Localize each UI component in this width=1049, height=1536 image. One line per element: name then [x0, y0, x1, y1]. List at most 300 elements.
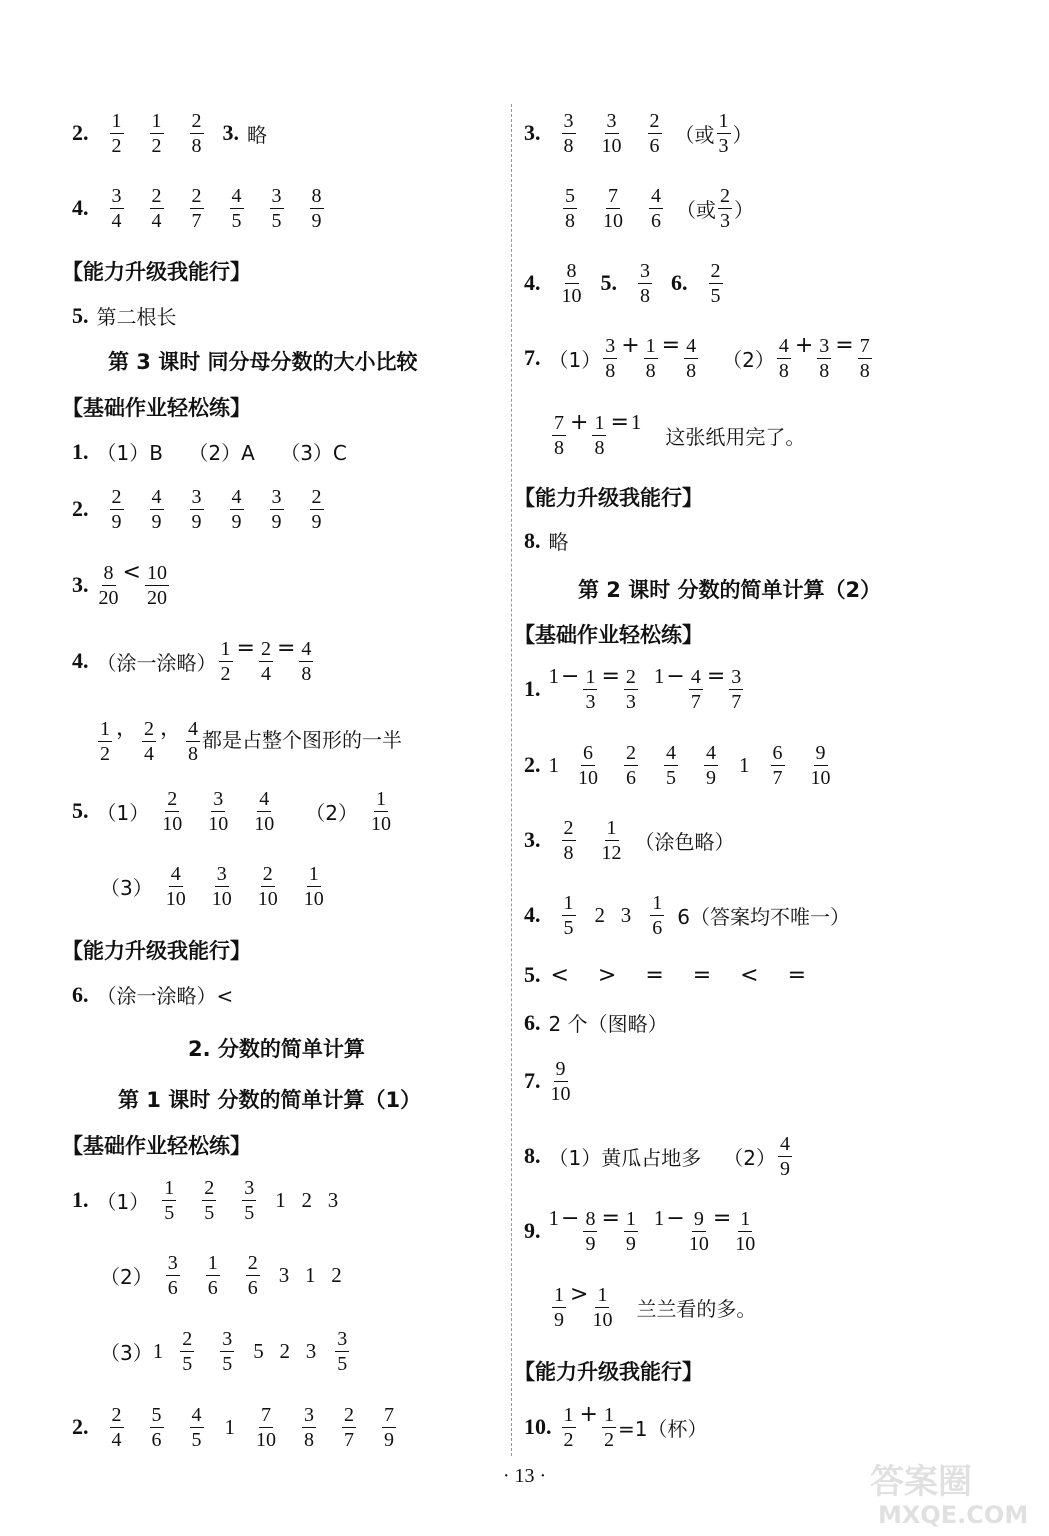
- fraction: [552, 411, 566, 460]
- denominator: 6: [652, 917, 663, 939]
- denominator: 10: [165, 888, 186, 910]
- fraction: [778, 1132, 792, 1181]
- answer-line-4b: 4. （涂一涂略） $\frac{1}{2}$ = $\frac{2}{4}$ = $\frac{4}{8}$: [72, 636, 315, 686]
- fraction-group: [153, 1250, 273, 1300]
- fraction: [583, 665, 597, 714]
- numerator: 1: [100, 718, 110, 740]
- operator: −: [666, 664, 685, 689]
- answer-line-r5: 5. < > = = < =: [524, 962, 808, 988]
- denominator: 9: [231, 511, 242, 533]
- denominator: 4: [111, 210, 122, 232]
- fraction-group: [149, 1175, 269, 1225]
- fraction: [310, 485, 324, 534]
- answer-line-5c: （3） $\frac{4}{10}$ $\frac{3}{10}$ $\frac{2}{10}$ $\frac{1}{10}$: [100, 861, 337, 911]
- fraction: [624, 741, 638, 790]
- denominator: 5: [222, 1353, 233, 1375]
- fraction: [551, 1057, 571, 1106]
- answer-line-r7c: 7. $\frac{9}{10}$: [524, 1058, 571, 1105]
- numerator: 2: [710, 260, 721, 282]
- fraction: [219, 637, 233, 686]
- operator: +: [570, 410, 589, 435]
- fraction-group: [243, 1402, 409, 1452]
- denominator: 5: [710, 285, 721, 307]
- denominator: 8: [645, 360, 656, 382]
- operator: >: [570, 1282, 589, 1307]
- denominator: 8: [778, 360, 789, 382]
- denominator: 10: [603, 210, 623, 232]
- numerator: 3: [640, 260, 650, 282]
- numerator: 1: [375, 788, 386, 810]
- fraction: [735, 1207, 755, 1256]
- denominator: 10: [810, 767, 831, 789]
- fraction: [578, 741, 598, 790]
- denominator: 5: [563, 917, 574, 939]
- denominator: 8: [301, 663, 312, 685]
- operator: ，: [116, 716, 139, 741]
- numerator: 4: [706, 742, 716, 764]
- denominator: 8: [191, 135, 202, 157]
- fraction: [777, 334, 791, 383]
- fraction: [549, 1056, 573, 1106]
- numerator: 1: [603, 1404, 614, 1426]
- denominator: 9: [311, 511, 322, 533]
- fraction: [602, 816, 622, 865]
- fraction: [583, 1207, 597, 1256]
- denominator: 8: [554, 437, 564, 459]
- denominator: 8: [188, 743, 199, 765]
- fraction: [190, 485, 204, 534]
- answer-line-6: 6. （涂一涂略）<: [72, 981, 234, 1008]
- equation: [775, 333, 874, 383]
- denominator: 10: [370, 813, 391, 835]
- fraction: [270, 184, 284, 233]
- denominator: 8: [859, 360, 870, 382]
- numerator: 4: [191, 1404, 202, 1426]
- fraction: [145, 561, 169, 610]
- watermark-logo: [860, 1455, 1040, 1530]
- fraction-group: [549, 108, 675, 158]
- fraction: [258, 862, 278, 911]
- answer-line-r10: 10. $\frac{1}{2}$ + $\frac{1}{2}$ =1（杯）: [524, 1402, 708, 1451]
- numerator: 4: [690, 666, 701, 688]
- fraction: [717, 109, 731, 158]
- operator: +: [579, 1402, 598, 1427]
- denominator: 8: [594, 437, 605, 459]
- fraction: [270, 485, 284, 534]
- numerator: 9: [693, 1208, 704, 1230]
- fraction: [202, 1176, 216, 1225]
- numerator: 8: [566, 260, 577, 282]
- numerator: 1: [207, 1252, 218, 1274]
- operator: =: [601, 664, 620, 689]
- fraction: [99, 561, 119, 610]
- fraction: [602, 1403, 616, 1452]
- denominator: 2: [100, 743, 110, 765]
- denominator: 5: [204, 1202, 215, 1224]
- fraction: [729, 665, 743, 714]
- numerator: 1: [164, 1177, 175, 1199]
- denominator: 2: [563, 1429, 574, 1451]
- answer-line-5b: 5. （1） $\frac{2}{10}$ $\frac{3}{10}$ $\frac{4}{10}$ （2） $\frac{1}{10}$: [72, 786, 404, 836]
- numerator: 8: [103, 562, 114, 584]
- denominator: 7: [772, 767, 783, 789]
- numerator: 3: [222, 1328, 233, 1350]
- section-header: 【基础作业轻松练】: [514, 623, 703, 647]
- operator: <: [122, 560, 141, 585]
- operator: 1: [653, 664, 665, 688]
- fraction: [110, 109, 124, 158]
- denominator: 8: [563, 842, 574, 864]
- fraction-group: [153, 861, 337, 911]
- fraction-group: [565, 740, 731, 790]
- numerator: 1: [554, 1284, 564, 1306]
- fraction: [142, 717, 156, 766]
- fraction: [342, 1403, 356, 1452]
- answer-line-r9: 9. 1− $\frac{8}{9}$ = $\frac{1}{9}$ 1− $\frac{9}{10}$ = $\frac{1}{10}$: [524, 1206, 756, 1255]
- denominator: 5: [271, 210, 282, 232]
- numerator: 3: [731, 666, 742, 688]
- denominator: 7: [690, 691, 701, 713]
- numerator: 1: [718, 110, 729, 132]
- chapter-title: 2. 分数的简单计算: [188, 1037, 365, 1061]
- numerator: 6: [583, 742, 593, 764]
- denominator: 10: [256, 1429, 276, 1451]
- denominator: 9: [311, 210, 322, 232]
- denominator: 20: [98, 587, 119, 609]
- comparison: [550, 1282, 614, 1332]
- numerator: 6: [772, 742, 783, 764]
- fraction: [150, 184, 164, 233]
- operator: 1: [548, 1206, 559, 1230]
- denominator: 8: [819, 360, 830, 382]
- watermark-text-top: 答案圈: [870, 1462, 972, 1502]
- numerator: 1: [594, 412, 605, 434]
- operator: ，: [160, 716, 183, 741]
- fraction: [150, 1403, 164, 1452]
- denominator: 5: [244, 1202, 255, 1224]
- equation: [601, 333, 700, 383]
- operator: =: [610, 410, 629, 435]
- operator: 1: [630, 410, 642, 434]
- fraction: [220, 1327, 234, 1376]
- numerator: 2: [144, 718, 155, 740]
- denominator: 10: [303, 888, 324, 910]
- numerator: 7: [384, 1404, 394, 1426]
- section-header: 【能力升级我能行】: [62, 939, 251, 963]
- denominator: 10: [208, 813, 229, 835]
- fraction-alt: [716, 183, 734, 233]
- operator: =: [276, 636, 296, 661]
- denominator: 4: [151, 210, 162, 232]
- fraction: [603, 184, 623, 233]
- equation: [550, 410, 641, 460]
- fraction: [208, 787, 228, 836]
- fraction: [180, 1327, 194, 1376]
- numerator: 2: [563, 817, 574, 839]
- numerator: 10: [146, 562, 167, 584]
- numerator: 1: [597, 1284, 608, 1306]
- fraction-group: [358, 786, 404, 836]
- numerator: 1: [220, 638, 231, 660]
- numerator: 2: [344, 1404, 354, 1426]
- fraction-group: [149, 786, 287, 836]
- numerator: 8: [585, 1208, 596, 1230]
- fraction: [190, 184, 204, 233]
- fraction: [563, 184, 577, 233]
- denominator: 8: [304, 1429, 314, 1451]
- denominator: 3: [625, 691, 636, 713]
- numerator: 4: [666, 742, 676, 764]
- numerator: 5: [151, 1404, 162, 1426]
- numerator: 4: [231, 185, 242, 207]
- numerator: 2: [625, 666, 636, 688]
- fraction: [256, 1403, 276, 1452]
- denominator: 3: [585, 691, 596, 713]
- denominator: 6: [247, 1277, 258, 1299]
- fraction: [166, 862, 186, 911]
- answer-line-2c: 2. $\frac{2}{4}$ $\frac{5}{6}$ $\frac{4}{5}$ 1 $\frac{7}{10}$ $\frac{3}{8}$ $\frac{2}{7}$ $\frac{7}{9}$: [72, 1402, 409, 1452]
- fraction: [212, 862, 232, 911]
- denominator: 8: [605, 360, 616, 382]
- denominator: 9: [585, 1233, 596, 1255]
- denominator: 10: [601, 135, 622, 157]
- denominator: 2: [111, 135, 122, 157]
- fraction: [254, 787, 274, 836]
- fraction: [664, 741, 678, 790]
- operator: =: [661, 333, 681, 358]
- fraction: [696, 258, 736, 308]
- fraction: [771, 741, 785, 790]
- fraction-group: [322, 1326, 362, 1376]
- operator: +: [621, 333, 640, 358]
- fraction: [649, 184, 663, 233]
- fraction: [689, 665, 703, 714]
- operator: −: [561, 1206, 580, 1231]
- denominator: 3: [718, 135, 729, 157]
- numerator: 9: [555, 1058, 566, 1080]
- denominator: 2: [151, 135, 162, 157]
- fraction-group: [758, 740, 844, 790]
- lesson-title: 第 3 课时 同分母分数的大小比较: [108, 350, 418, 374]
- answer-line-r3c: 3. $\frac{2}{8}$ $\frac{1}{12}$ （涂色略）: [524, 817, 735, 864]
- numerator: 2: [182, 1328, 193, 1350]
- denominator: 7: [731, 691, 742, 713]
- denominator: 3: [720, 210, 730, 232]
- denominator: 10: [254, 813, 275, 835]
- equation: [549, 1206, 758, 1256]
- numerator: 3: [271, 185, 282, 207]
- answer-line-r6: 6. 2 个（图略）: [524, 1009, 668, 1036]
- operator: =: [835, 333, 854, 358]
- answer-line-4-note: $\frac{1}{2}$ ， $\frac{2}{4}$ ， $\frac{4}{8}$ 都是占整个图形的一半: [96, 711, 402, 766]
- numerator: 8: [311, 185, 322, 207]
- fraction: [603, 334, 617, 383]
- numerator: 1: [645, 335, 656, 357]
- answer-line-5: 5. 第二根长: [72, 302, 177, 329]
- numerator: 7: [608, 185, 618, 207]
- numerator: 1: [308, 863, 319, 885]
- numerator: 2: [167, 788, 178, 810]
- fraction: [709, 259, 723, 308]
- answer-line-r4b: 4. $\frac{1}{5}$ 2 3 $\frac{1}{6}$ 6（答案均不唯一）: [524, 892, 850, 939]
- fraction: [162, 787, 182, 836]
- denominator: 6: [626, 767, 636, 789]
- fraction: [299, 637, 313, 686]
- numerator: 5: [565, 185, 575, 207]
- operator: +: [794, 333, 814, 358]
- fraction: [637, 890, 677, 940]
- denominator: 5: [182, 1353, 193, 1375]
- denominator: 9: [151, 511, 162, 533]
- fraction: [562, 816, 576, 865]
- fraction: [562, 891, 576, 940]
- denominator: 9: [779, 1158, 790, 1180]
- numerator: 3: [563, 110, 574, 132]
- numerator: 2: [151, 185, 162, 207]
- numerator: 1: [151, 110, 162, 132]
- denominator: 9: [706, 767, 716, 789]
- denominator: 5: [191, 1429, 202, 1451]
- denominator: 10: [735, 1233, 756, 1255]
- numerator: 1: [563, 1404, 574, 1426]
- numerator: 4: [779, 1133, 790, 1155]
- denominator: 10: [550, 1083, 571, 1105]
- fraction: [246, 1251, 260, 1300]
- fraction: [110, 485, 124, 534]
- fraction: [302, 1403, 316, 1452]
- numerator: 1: [563, 892, 574, 914]
- denominator: 4: [260, 663, 271, 685]
- fraction: [110, 1403, 124, 1452]
- fraction: [335, 1327, 349, 1376]
- answer-line-r8b: 8. （1）黄瓜占地多 （2） $\frac{4}{9}$: [524, 1131, 794, 1181]
- fraction: [592, 1283, 612, 1332]
- numerator: 1: [652, 892, 663, 914]
- numerator: 4: [778, 335, 789, 357]
- fraction-group: [97, 108, 217, 158]
- numerator: 2: [191, 185, 202, 207]
- numerator: 4: [686, 335, 697, 357]
- denominator: 10: [561, 285, 582, 307]
- answer-line-r3: 3. $\frac{3}{8}$ $\frac{3}{10}$ $\frac{2}{6}$ （或 $\frac{1}{3}$ ）: [524, 110, 753, 157]
- fraction: [776, 1131, 794, 1181]
- fraction: [624, 1207, 638, 1256]
- denominator: 12: [601, 842, 622, 864]
- numerator: 3: [111, 185, 122, 207]
- fraction: [304, 862, 324, 911]
- operator: 1: [653, 1206, 665, 1230]
- operator: =: [601, 1206, 620, 1231]
- answer-line-1d: （3） 1 $\frac{2}{5}$ $\frac{3}{5}$ 5 2 3 $\frac{3}{5}$: [100, 1326, 362, 1376]
- numerator: 2: [260, 638, 271, 660]
- section-header: 【能力升级我能行】: [62, 260, 251, 284]
- answer-line-r4: 4. $\frac{8}{10}$ 5. $\frac{3}{8}$ 6. $\frac{2}{5}$: [524, 258, 736, 308]
- lesson-title: 第 1 课时 分数的简单计算（1）: [118, 1088, 422, 1112]
- fraction: [190, 1403, 204, 1452]
- denominator: 8: [686, 360, 697, 382]
- fraction: [689, 1207, 709, 1256]
- answer-line-r2: 2. 1 $\frac{6}{10}$ $\frac{2}{6}$ $\frac{4}{5}$ $\frac{4}{9}$ 1 $\frac{6}{7}$ $\frac{9}{10}$: [524, 740, 844, 790]
- numerator: 3: [213, 788, 224, 810]
- denominator: 9: [384, 1429, 394, 1451]
- answer-line-1b: 1. （1） $\frac{1}{5}$ $\frac{2}{5}$ $\frac{3}{5}$ 1 2 3: [72, 1177, 339, 1224]
- fraction: [382, 1403, 396, 1452]
- fraction: [549, 890, 589, 940]
- numerator: 2: [649, 110, 660, 132]
- fraction: [259, 637, 273, 686]
- denominator: 10: [578, 767, 598, 789]
- fraction: [811, 741, 831, 790]
- denominator: 9: [191, 511, 202, 533]
- fraction-list: [96, 711, 202, 766]
- numerator: 2: [111, 486, 122, 508]
- operator: −: [666, 1206, 685, 1231]
- page-number: · 13 ·: [502, 1465, 547, 1487]
- section-header: 【基础作业轻松练】: [62, 396, 251, 420]
- section-header: 【基础作业轻松练】: [62, 1134, 251, 1158]
- fraction: [562, 109, 576, 158]
- denominator: 7: [344, 1429, 354, 1451]
- numerator: 3: [167, 1252, 178, 1274]
- fraction: [186, 717, 200, 766]
- numerator: 3: [606, 110, 617, 132]
- answer-line-r8: 8. 略: [524, 527, 569, 554]
- numerator: 4: [301, 638, 312, 660]
- answer-line-r7b: $\frac{7}{8}$ + $\frac{1}{8}$ =1 这张纸用完了。: [550, 410, 805, 460]
- denominator: 10: [162, 813, 183, 835]
- denominator: 8: [565, 210, 575, 232]
- fraction: [549, 258, 595, 308]
- answer-line-3: 3. $\frac{8}{20}$ < $\frac{10}{20}$: [72, 560, 171, 610]
- numerator: 4: [188, 718, 199, 740]
- fraction-group: [97, 183, 337, 233]
- equation: [217, 636, 316, 686]
- answer-line-2b: 2. $\frac{2}{9}$ $\frac{4}{9}$ $\frac{3}{9}$ $\frac{4}{9}$ $\frac{3}{9}$ $\frac{2}{9}$: [72, 484, 337, 534]
- numerator: 2: [311, 486, 322, 508]
- answer-line-r3b: $\frac{5}{8}$ $\frac{7}{10}$ $\frac{4}{6}$ （或 $\frac{2}{3}$ ）: [550, 183, 754, 233]
- denominator: 4: [144, 743, 155, 765]
- denominator: 9: [554, 1309, 564, 1331]
- denominator: 4: [111, 1429, 122, 1451]
- fraction-group: [97, 1402, 217, 1452]
- fraction: [310, 184, 324, 233]
- answer-line-r1: 1. 1− $\frac{1}{3}$ = $\frac{2}{3}$ 1− $\frac{4}{7}$ = $\frac{3}{7}$: [524, 664, 745, 714]
- section-header: 【能力升级我能行】: [514, 486, 703, 510]
- numerator: 2: [262, 863, 273, 885]
- equation: [549, 664, 746, 714]
- numerator: 1: [606, 817, 617, 839]
- operator: 1: [548, 664, 559, 688]
- denominator: 2: [220, 663, 231, 685]
- answer-line-4: 4. $\frac{3}{4}$ $\frac{2}{4}$ $\frac{2}{7}$ $\frac{4}{5}$ $\frac{3}{5}$ $\frac{8}{9}$: [72, 183, 337, 233]
- fraction: [644, 334, 658, 383]
- fraction: [648, 109, 662, 158]
- fraction: [562, 259, 582, 308]
- numerator: 3: [191, 486, 202, 508]
- numerator: 2: [247, 1252, 258, 1274]
- equation: [560, 1402, 618, 1452]
- numerator: 4: [259, 788, 270, 810]
- denominator: 8: [563, 135, 574, 157]
- fraction: [98, 717, 112, 766]
- denominator: 20: [146, 587, 167, 609]
- denominator: 10: [688, 1233, 709, 1255]
- denominator: 5: [337, 1353, 348, 1375]
- fraction: [230, 485, 244, 534]
- fraction: [150, 109, 164, 158]
- denominator: 6: [649, 135, 660, 157]
- column-divider: [511, 104, 512, 1456]
